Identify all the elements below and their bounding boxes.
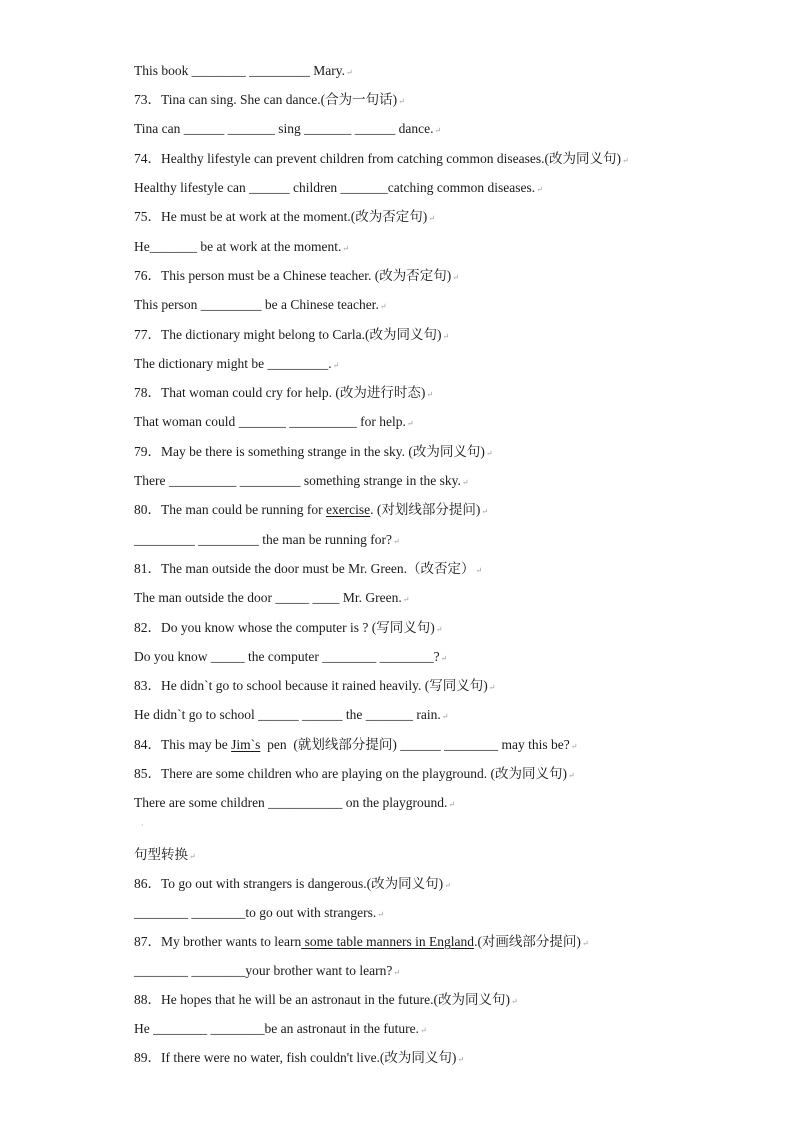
line-end-mark: ↵ — [536, 185, 543, 194]
line-end-mark: ↵ — [392, 537, 400, 546]
text-line — [134, 62, 353, 80]
text-segment: That woman could _______ __________ for help. — [134, 414, 406, 429]
text-line — [134, 904, 384, 922]
text-line — [134, 991, 518, 1009]
text-segment: He didn`t go to school ______ ______ the _______ rain. — [134, 707, 441, 722]
text-line — [134, 846, 196, 864]
text-segment: Tina can ______ _______ sing _______ ______ dance. — [134, 121, 434, 136]
line-end-mark: ↵ — [398, 97, 405, 106]
line-end-mark: ↵ — [426, 390, 434, 399]
line-end-mark: ↵ — [377, 910, 384, 919]
line-end-mark: ↵ — [402, 595, 410, 604]
text-line — [134, 794, 455, 812]
text-segment: 85．There are some children who are playing on the playground. (改为同义句) — [134, 766, 568, 781]
paragraph-mark: · — [141, 821, 144, 830]
text-line — [134, 208, 435, 226]
text-segment: 74．Healthy lifestyle can prevent children from catching common diseases.(改为同义句) — [134, 151, 621, 166]
line-end-mark: ↵ — [452, 273, 459, 282]
text-line — [134, 648, 447, 666]
text-segment: Healthy lifestyle can ______ children _______catching common diseases. — [134, 180, 536, 195]
line-end-mark: ↵ — [441, 712, 449, 721]
text-segment: ________ ________your brother want to learn? — [134, 963, 393, 978]
text-segment: Do you know _____ the computer ________ ________? — [134, 649, 440, 664]
line-end-mark: ↵ — [570, 742, 578, 751]
text-segment: 84．This may be — [134, 737, 232, 752]
text-line — [134, 443, 493, 461]
text-line — [134, 765, 575, 783]
line-end-mark: ↵ — [189, 852, 196, 861]
line-end-mark: ↵ — [379, 302, 387, 311]
text-segment: There are some children ___________ on the playground. — [134, 795, 448, 810]
line-end-mark: ↵ — [434, 126, 442, 135]
text-segment: 80．The man could be running for — [134, 502, 326, 517]
line-end-mark: ↵ — [448, 800, 456, 809]
text-line — [134, 736, 577, 754]
text-segment: There __________ _________ something strange in the sky. — [134, 473, 461, 488]
text-segment: 75．He must be at work at the moment.(改为否定句) — [134, 209, 428, 224]
line-end-mark: ↵ — [428, 214, 435, 223]
text-segment: The man outside the door _____ ____ Mr. Green. — [134, 590, 402, 605]
text-line — [134, 91, 405, 109]
line-end-mark: ↵ — [419, 1026, 427, 1035]
text-segment: 81．The man outside the door must be Mr. Green.（改否定） — [134, 561, 475, 576]
text-segment: 83．He didn`t go to school because it rained heavily. (写同义句) — [134, 678, 488, 693]
text-segment: 86．To go out with strangers is dangerous.(改为同义句) — [134, 876, 444, 891]
text-segment: 88．He hopes that he will be an astronaut in the future.(改为同义句) — [134, 992, 511, 1007]
text-segment: _________ _________ the man be running for? — [134, 532, 392, 547]
text-segment: . (对划线部分提问) — [370, 502, 481, 517]
line-end-mark: ↵ — [444, 881, 451, 890]
text-line — [134, 355, 339, 373]
text-line — [134, 238, 349, 256]
text-line — [134, 120, 441, 138]
text-segment: This person _________ be a Chinese teacher. — [134, 297, 379, 312]
text-segment: 82．Do you know whose the computer is ? (写同义句) — [134, 620, 435, 635]
line-end-mark: ↵ — [485, 449, 493, 458]
line-end-mark: ↵ — [406, 419, 414, 428]
text-segment: The dictionary might be _________. — [134, 356, 332, 371]
text-line — [134, 1020, 427, 1038]
text-line — [134, 326, 449, 344]
text-line — [134, 589, 409, 607]
text-segment: 77．The dictionary might belong to Carla.(改为同义句) — [134, 327, 442, 342]
text-line — [134, 384, 433, 402]
text-line — [134, 875, 451, 893]
line-end-mark: ↵ — [475, 566, 483, 575]
text-segment: 76．This person must be a Chinese teacher. (改为否定句) — [134, 268, 452, 283]
line-end-mark: ↵ — [481, 507, 489, 516]
text-line — [134, 619, 442, 637]
text-segment: He_______ be at work at the moment. — [134, 239, 342, 254]
text-line — [134, 962, 400, 980]
text-segment: ________ ________to go out with strangers. — [134, 905, 377, 920]
line-end-mark: ↵ — [621, 156, 629, 165]
line-end-mark: ↵ — [393, 968, 401, 977]
underlined-phrase: some table manners in England — [301, 934, 475, 949]
text-segment: He ________ ________be an astronaut in the future. — [134, 1021, 419, 1036]
text-line — [134, 706, 448, 724]
line-end-mark: ↵ — [488, 683, 496, 692]
line-end-mark: ↵ — [440, 654, 448, 663]
text-segment: .(对画线部分提问) — [474, 934, 581, 949]
line-end-mark: ↵ — [435, 625, 443, 634]
text-segment: 句型转换 — [134, 847, 188, 862]
text-line — [134, 1049, 464, 1067]
text-line — [134, 413, 414, 431]
text-line — [134, 179, 543, 197]
text-segment: pen (就划线部分提问) ______ ________ may this be? — [260, 737, 570, 752]
line-end-mark: ↵ — [442, 332, 450, 341]
line-end-mark: ↵ — [342, 244, 350, 253]
text-line — [134, 296, 387, 314]
text-segment: 73．Tina can sing. She can dance.(合为一句话) — [134, 92, 398, 107]
line-end-mark: ↵ — [457, 1055, 465, 1064]
line-end-mark: ↵ — [581, 939, 589, 948]
text-line — [134, 472, 469, 490]
text-line — [134, 933, 589, 951]
line-end-mark: ↵ — [511, 997, 518, 1006]
underlined-phrase: exercise — [325, 502, 371, 517]
line-end-mark: ↵ — [568, 771, 575, 780]
text-segment: 78．That woman could cry for help. (改为进行时态) — [134, 385, 426, 400]
text-segment: 87．My brother wants to learn — [134, 934, 302, 949]
text-segment: This book ________ _________ Mary. — [134, 63, 345, 78]
line-end-mark: ↵ — [346, 68, 353, 77]
text-segment: 79．May be there is something strange in the sky. (改为同义句) — [134, 444, 485, 459]
underlined-phrase: Jim`s — [231, 737, 261, 752]
text-line — [134, 501, 488, 519]
text-line — [134, 531, 400, 549]
text-line — [134, 150, 629, 168]
line-end-mark: ↵ — [461, 478, 469, 487]
line-end-mark: ↵ — [332, 361, 340, 370]
text-line — [134, 677, 496, 695]
text-line — [134, 267, 459, 285]
text-segment: 89．If there were no water, fish couldn't live.(改为同义句) — [134, 1050, 457, 1065]
text-line — [134, 560, 482, 578]
